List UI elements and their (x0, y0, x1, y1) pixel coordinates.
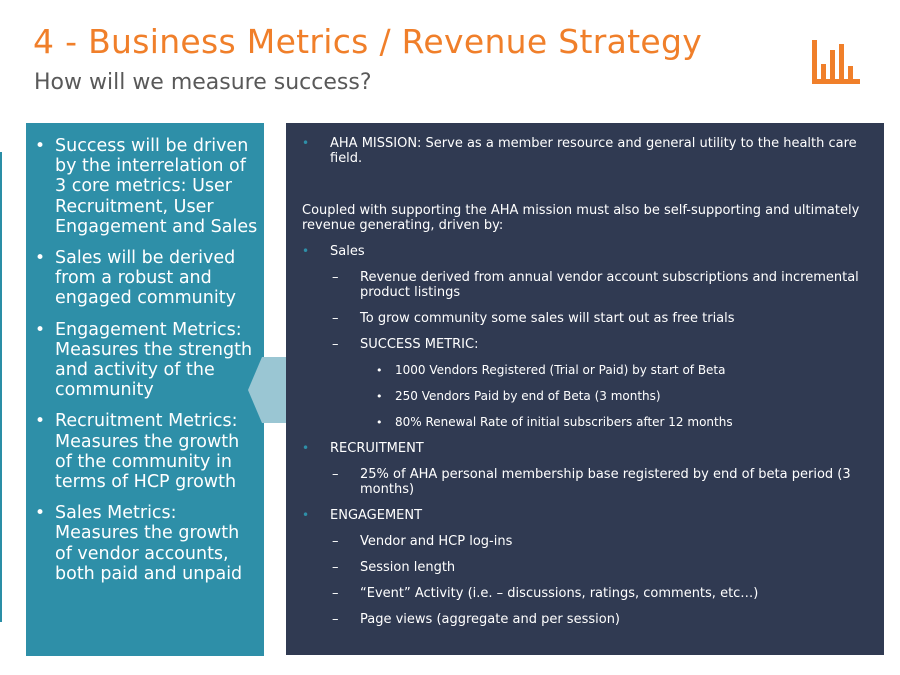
summary-bullet (35, 136, 258, 237)
summary-bullet-text: Engagement Metrics: Measures the strength and activity of the community (55, 319, 253, 401)
bullet-marker: • (302, 136, 310, 150)
success-metric-item (302, 389, 880, 404)
sales-heading (302, 244, 880, 259)
summary-panel (26, 123, 264, 656)
engagement-item-text: Session length (360, 560, 456, 575)
dash-marker: – (332, 337, 339, 352)
summary-bullet-text: Recruitment Metrics: Measures the growth of the community in terms of HCP growth (55, 411, 240, 493)
bullet-marker: • (376, 390, 383, 403)
slide-title: 4 - Business Metrics / Revenue Strategy (33, 22, 703, 61)
summary-bullet (35, 320, 258, 401)
engagement-item (302, 534, 880, 549)
dash-marker: – (332, 560, 339, 575)
success-metric-item (302, 415, 880, 430)
bullet-marker: • (376, 416, 383, 429)
bullet-marker: • (302, 508, 310, 522)
recruitment-item (302, 467, 880, 497)
coupled-paragraph: Coupled with supporting the AHA mission must also be self-supporting and ultimately revenue generating, driven by: (302, 203, 860, 233)
summary-bullet (35, 503, 258, 584)
sales-item (302, 337, 880, 352)
engagement-item (302, 560, 880, 575)
sales-label: Sales (330, 244, 365, 259)
dash-marker: – (332, 270, 339, 285)
summary-bullet (35, 411, 258, 492)
recruitment-heading (302, 441, 880, 456)
slide-subtitle: How will we measure success? (34, 70, 372, 95)
dash-marker: – (332, 534, 339, 549)
sales-item-text: SUCCESS METRIC: (360, 337, 479, 352)
success-metric-text: 250 Vendors Paid by end of Beta (3 months) (395, 389, 661, 403)
success-metric-text: 1000 Vendors Registered (Trial or Paid) by start of Beta (395, 363, 726, 377)
summary-bullet-text: Sales will be derived from a robust and engaged community (55, 248, 236, 309)
bullet-marker: • (35, 136, 46, 156)
bullet-marker: • (35, 503, 46, 524)
summary-bullet-text: Sales Metrics: Measures the growth of vendor accounts, both paid and unpaid (55, 503, 243, 584)
sales-item (302, 311, 880, 326)
sales-item-text: To grow community some sales will start out as free trials (360, 311, 735, 326)
chevron-left-icon (248, 357, 288, 423)
dash-marker: – (332, 311, 339, 326)
engagement-item-text: Page views (aggregate and per session) (360, 612, 620, 627)
bullet-marker: • (376, 364, 383, 377)
recruitment-item-text: 25% of AHA personal membership base registered by end of beta period (3 months) (360, 467, 851, 497)
engagement-item-text: “Event” Activity (i.e. – discussions, ratings, comments, etc…) (360, 586, 759, 601)
spacer (302, 177, 880, 203)
summary-bullet-text: Success will be driven by the interrelation of 3 core metrics: User Recruitment, User Engagement and Sales (55, 136, 258, 237)
engagement-item (302, 612, 880, 627)
bullet-marker: • (35, 248, 46, 269)
sales-item-text: Revenue derived from annual vendor account subscriptions and incremental product listings (360, 270, 859, 300)
success-metric-text: 80% Renewal Rate of initial subscribers after 12 months (395, 415, 733, 429)
bar-chart-icon (810, 38, 862, 86)
left-accent-rule (0, 152, 2, 622)
details-panel (286, 123, 884, 655)
bullet-marker: • (35, 319, 46, 340)
dash-marker: – (332, 586, 339, 601)
recruitment-label: RECRUITMENT (330, 441, 424, 456)
bullet-marker: • (302, 244, 310, 258)
dash-marker: – (332, 467, 339, 482)
bullet-marker: • (302, 441, 310, 455)
mission-text: AHA MISSION: Serve as a member resource and general utility to the health care field. (330, 136, 857, 166)
engagement-item (302, 586, 880, 601)
success-metric-item (302, 363, 880, 378)
engagement-heading (302, 508, 880, 523)
engagement-label: ENGAGEMENT (330, 508, 423, 523)
bullet-marker: • (35, 411, 46, 432)
summary-bullet (35, 248, 258, 309)
engagement-item-text: Vendor and HCP log-ins (360, 534, 513, 549)
mission-item (302, 136, 880, 166)
dash-marker: – (332, 612, 339, 627)
sales-item (302, 270, 880, 300)
